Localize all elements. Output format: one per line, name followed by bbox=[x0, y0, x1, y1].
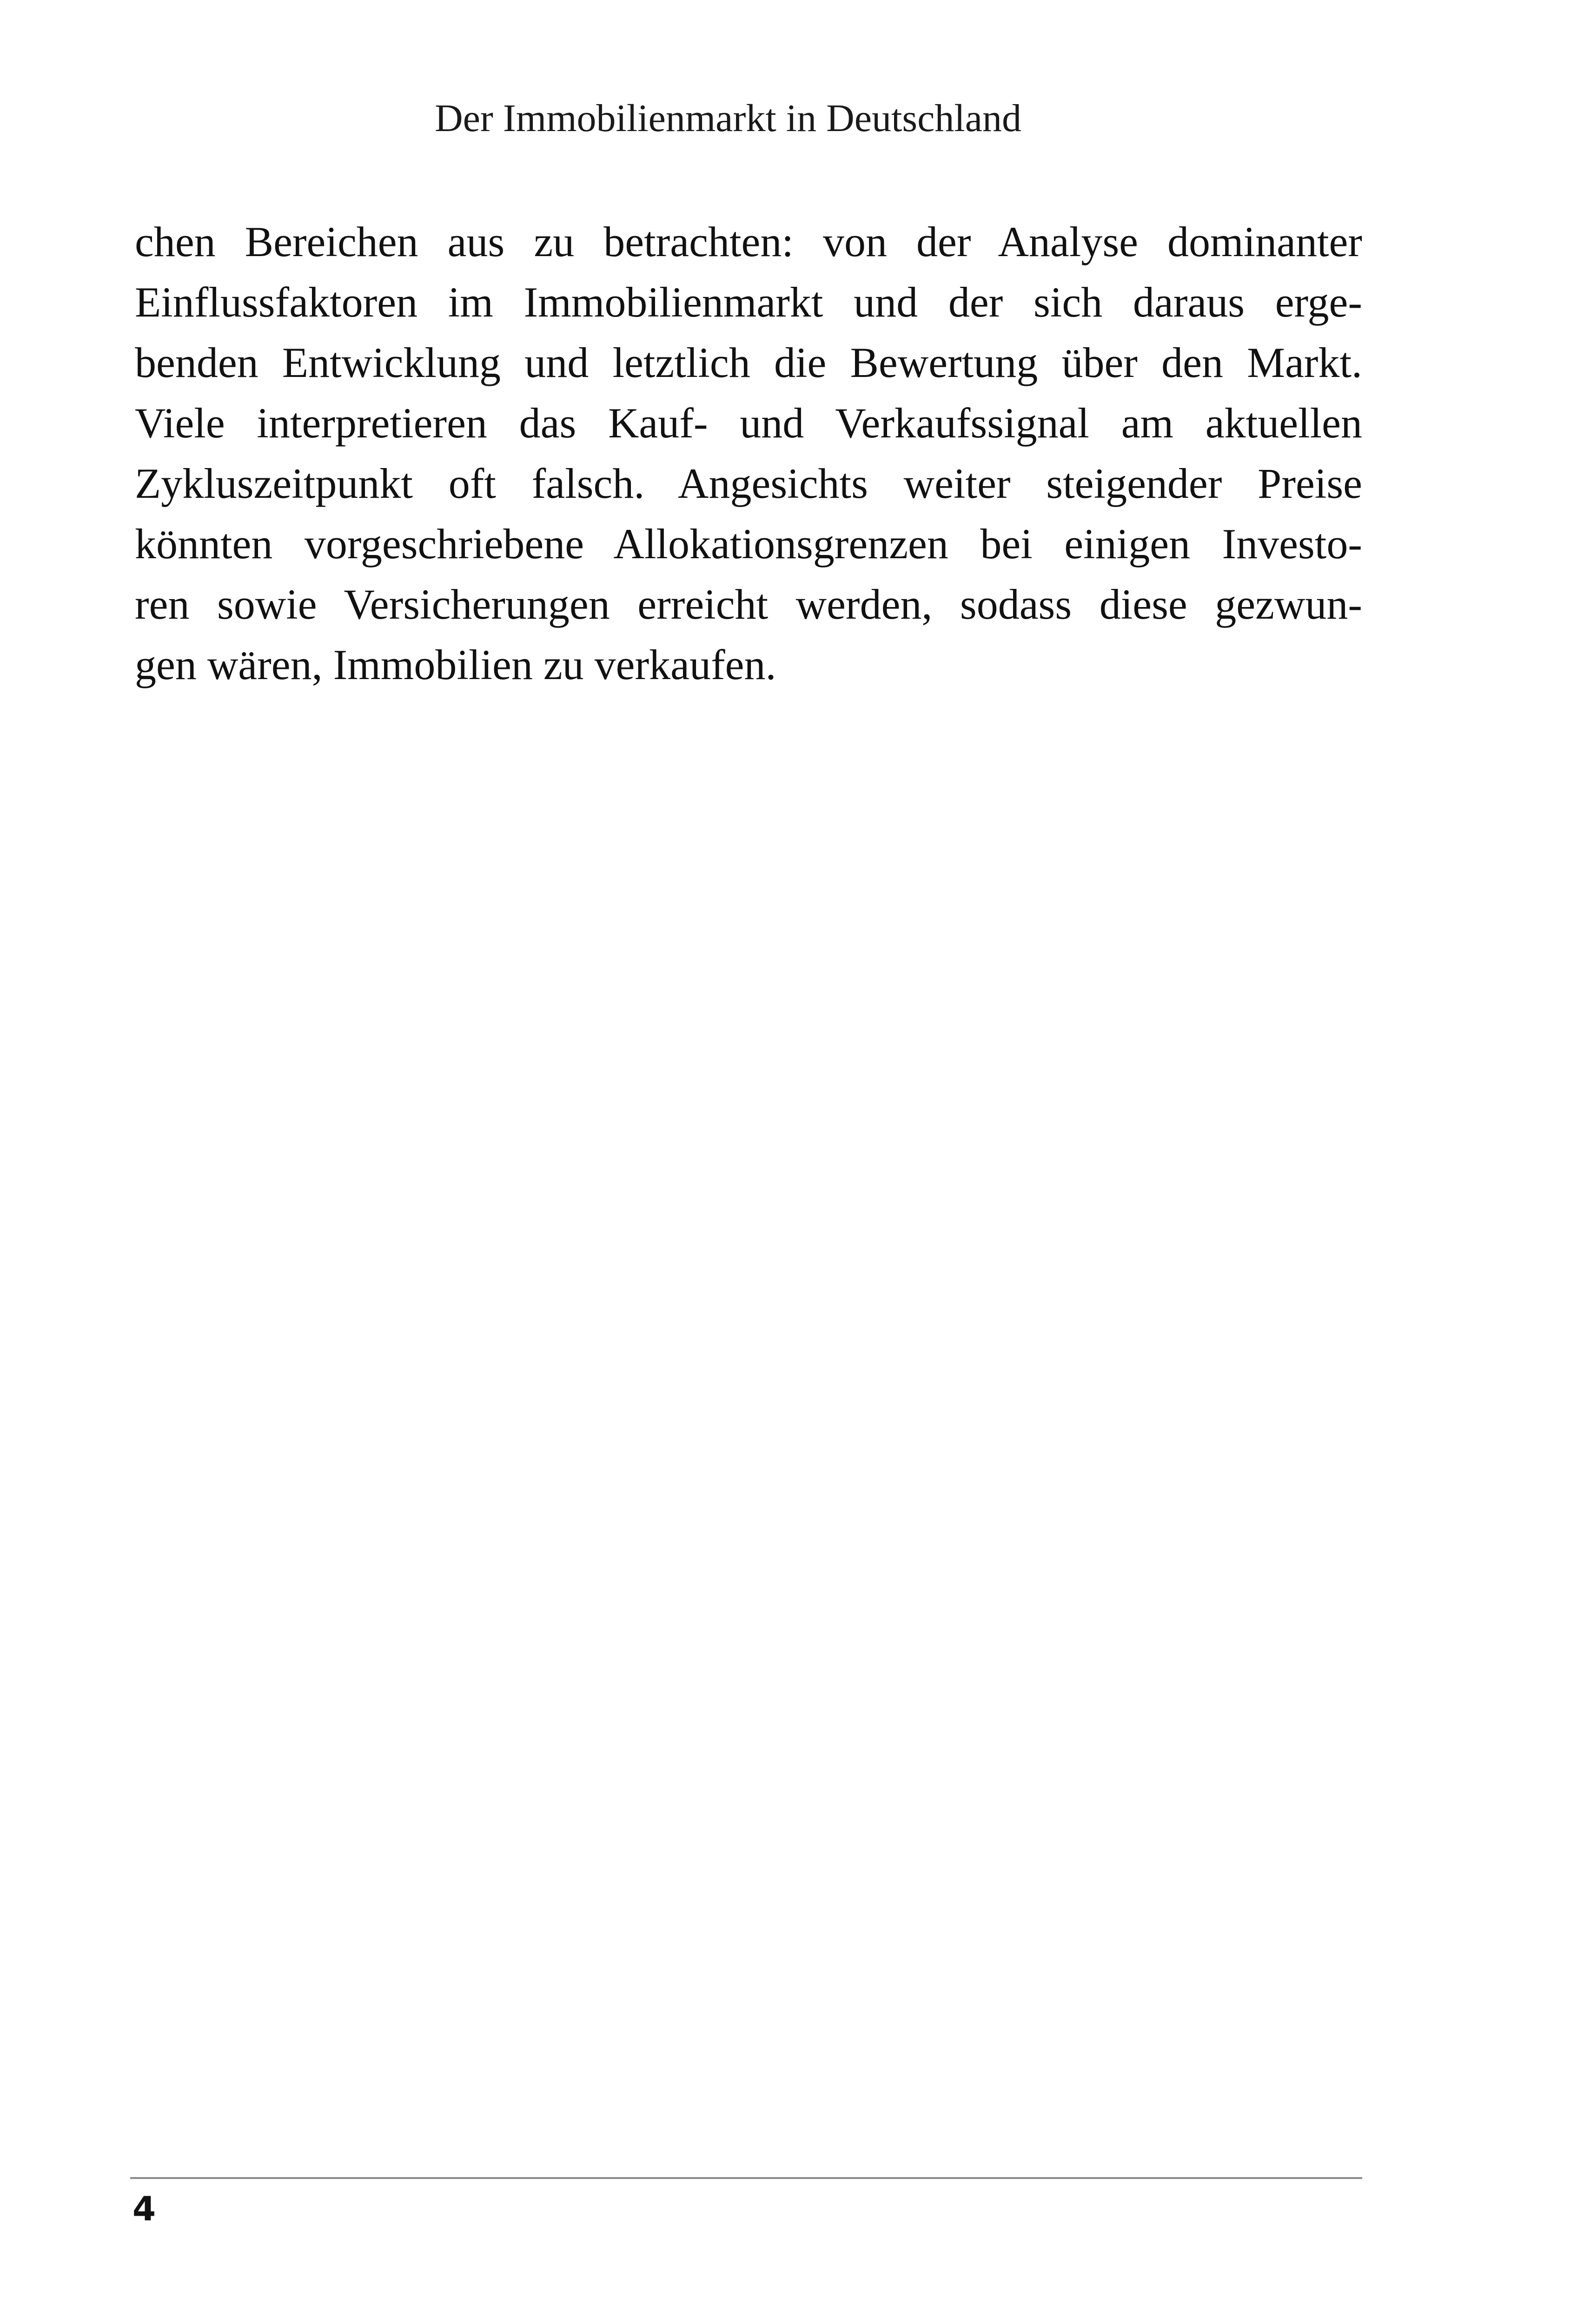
text-line: könnten vorgeschriebene Allokationsgrenzen bei einigen Investo- bbox=[135, 520, 1362, 568]
text-line: gen wären, Immobilien zu verkaufen. bbox=[135, 641, 776, 688]
text-line: ren sowie Versicherungen erreicht werden, sodass diese gezwun- bbox=[135, 581, 1362, 628]
page-number: 4 bbox=[133, 2189, 156, 2228]
text-line: chen Bereichen aus zu betrachten: von der Analyse dominanter bbox=[135, 218, 1362, 265]
text-line: Einflussfaktoren im Immobilienmarkt und der sich daraus erge- bbox=[135, 278, 1362, 326]
text-line: Viele interpretieren das Kauf- und Verkaufssignal am aktuellen bbox=[135, 399, 1362, 447]
running-header-title: Der Immobilienmarkt in Deutschland bbox=[434, 97, 1021, 140]
body-paragraph bbox=[135, 211, 1362, 695]
text-line: Zykluszeitpunkt oft falsch. Angesichts weiter steigender Preise bbox=[135, 460, 1362, 507]
running-header bbox=[0, 95, 1577, 142]
text-line: benden Entwicklung und letztlich die Bewertung über den Markt. bbox=[135, 339, 1362, 386]
footer-divider bbox=[130, 2177, 1362, 2179]
